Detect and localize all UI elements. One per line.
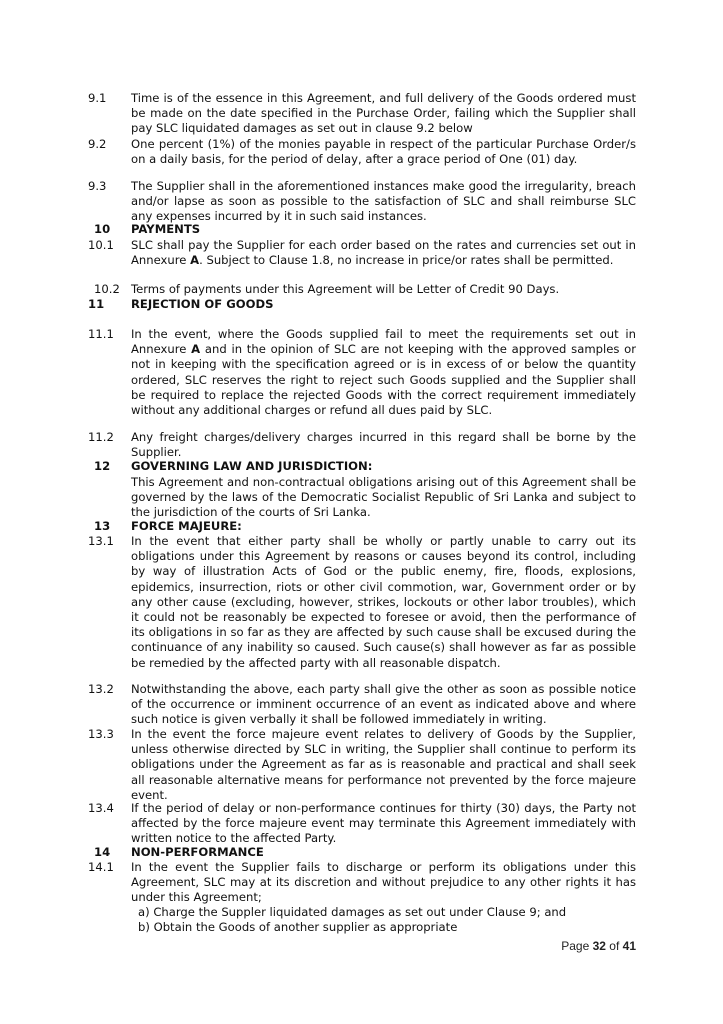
clause-text: In the event the force majeure event relates to delivery of Goods by the Supplier, unless otherwise directed by SLC in writing, the Supplier shall continue to perform its obligations under the Agreement as far as is reasonable and practical and shall seek all reasonable alternative means for performance not prevented by the force majeure event. — [131, 727, 636, 802]
heading-text: REJECTION OF GOODS — [131, 297, 274, 311]
clause-number: 13.4 — [88, 801, 114, 815]
clause-text: In the event that either party shall be wholly or partly unable to carry out its obligations under this Agreement by reasons or causes beyond its control, including by way of illustration Acts of God or the public enemy, fire, floods, explosions, epidemics, insurrection, riots or other civil commotion, war, Government order or by any other cause (excluding, however, strikes, lockouts or other labor troubles), which it could not be reasonably be expected to foresee or avoid, then the performance of its obligations in so far as they are affected by such cause shall be excused during the continuance of any inability so caused. Such cause(s) shall however as far as possible be remedied by the affected party with all reasonable dispatch. — [131, 534, 636, 670]
clause-text: SLC shall pay the Supplier for each order based on the rates and currencies set out in Annexure — [131, 238, 636, 268]
section-10-2 — [88, 282, 636, 297]
clause-number: 10.1 — [88, 238, 114, 252]
clause-text: The Supplier shall in the aforementioned instances make good the irregularity, breach and/or lapse as soon as possible to the satisfaction of SLC and shall reimburse SLC any expenses incurred by it in such said instances. — [131, 179, 636, 224]
section-10-1 — [88, 238, 636, 268]
section-13-2 — [88, 682, 636, 728]
clause-text-cont: and in the opinion of SLC are not keeping with the approved samples or not in keeping with the specification agreed or is in excess of or below the quantity ordered, SLC reserves the right to reject such Goods supplied and the Supplier shall be required to replace the rejected Goods with the correct requirement immediately without any additional charges or refund all dues paid by SLC. — [131, 342, 636, 418]
page-label: Page — [561, 939, 593, 953]
clause-number: 9.2 — [88, 137, 107, 151]
governing-law-text — [88, 475, 636, 521]
clause-number: 9.3 — [88, 179, 107, 193]
heading-text: NON-PERFORMANCE — [131, 845, 264, 859]
clause-number: 10.2 — [94, 282, 120, 296]
clause-text: Notwithstanding the above, each party shall give the other as soon as possible notice of the occurrence or imminent occurrence of an event as indicated above and where such notice is given verbally it shall be followed immediately in writing. — [131, 682, 636, 727]
section-9-3 — [88, 179, 636, 225]
heading-number: 12 — [94, 459, 111, 473]
list-item: a) Charge the Suppler liquidated damages as set out under Clause 9; and — [138, 905, 567, 919]
annexure-ref: A — [190, 253, 200, 268]
clause-text: Terms of payments under this Agreement will be Letter of Credit 90 Days. — [131, 282, 560, 296]
page-number: 32 — [592, 939, 606, 953]
sub-item-b — [88, 920, 636, 935]
heading-payments — [88, 222, 636, 237]
sub-item-a — [88, 905, 636, 920]
clause-number: 11.1 — [88, 327, 114, 341]
heading-text: GOVERNING LAW AND JURISDICTION: — [131, 459, 373, 473]
clause-number: 13.3 — [88, 727, 114, 741]
heading-rejection — [88, 297, 636, 312]
clause-text-cont: . Subject to Clause 1.8, no increase in price/or rates shall be permitted. — [199, 253, 614, 268]
page-total: 41 — [622, 939, 636, 953]
clause-text: Time is of the essence in this Agreement, and full delivery of the Goods ordered must be made on the date specified in the Purchase Order, failing which the Supplier shall pay SLC liquidated damages as set out in clause 9.2 below — [131, 91, 636, 136]
section-13-4 — [88, 801, 636, 847]
section-13-1 — [88, 534, 636, 671]
clause-number: 13.1 — [88, 534, 114, 548]
heading-governing-law — [88, 459, 636, 474]
clause-text: In the event the Supplier fails to discharge or perform its obligations under this Agreement, SLC may at its discretion and without prejudice to any other rights it has under this Agreement; — [131, 860, 636, 905]
heading-force-majeure — [88, 519, 636, 534]
clause-number: 11.2 — [88, 430, 114, 444]
list-item: b) Obtain the Goods of another supplier as appropriate — [138, 920, 458, 934]
section-9-2 — [88, 137, 636, 167]
clause-number: 9.1 — [88, 91, 107, 105]
clause-number — [88, 475, 131, 521]
heading-non-performance — [88, 845, 636, 860]
clause-text: This Agreement and non-contractual obligations arising out of this Agreement shall be governed by the laws of the Democratic Socialist Republic of Sri Lanka and subject to the jurisdiction of the courts of Sri Lanka. — [131, 475, 636, 520]
section-11-1 — [88, 327, 636, 418]
page-footer — [561, 939, 636, 954]
annexure-ref: A — [191, 342, 201, 357]
heading-number: 10 — [94, 222, 111, 236]
of-label: of — [605, 939, 623, 953]
clause-text: One percent (1%) of the monies payable in respect of the particular Purchase Order/s on a daily basis, for the period of delay, after a grace period of One (01) day. — [131, 137, 636, 167]
heading-number: 11 — [88, 297, 105, 311]
clause-number: 13.2 — [88, 682, 114, 696]
heading-text: FORCE MAJEURE: — [131, 519, 242, 533]
heading-number: 13 — [94, 519, 111, 533]
section-13-3 — [88, 727, 636, 803]
clause-number: 14.1 — [88, 860, 114, 874]
heading-number: 14 — [94, 845, 111, 859]
section-9-1 — [88, 91, 636, 137]
clause-text: In the event, where the Goods supplied fail to meet the requirements set out in Annexure — [131, 327, 636, 357]
section-11-2 — [88, 430, 636, 460]
clause-text: If the period of delay or non-performance continues for thirty (30) days, the Party not affected by the force majeure event may terminate this Agreement immediately with written notice to the affected Party. — [131, 801, 636, 846]
section-14-1 — [88, 860, 636, 906]
heading-text: PAYMENTS — [131, 222, 201, 236]
clause-text: Any freight charges/delivery charges incurred in this regard shall be borne by the Supplier. — [131, 430, 636, 460]
